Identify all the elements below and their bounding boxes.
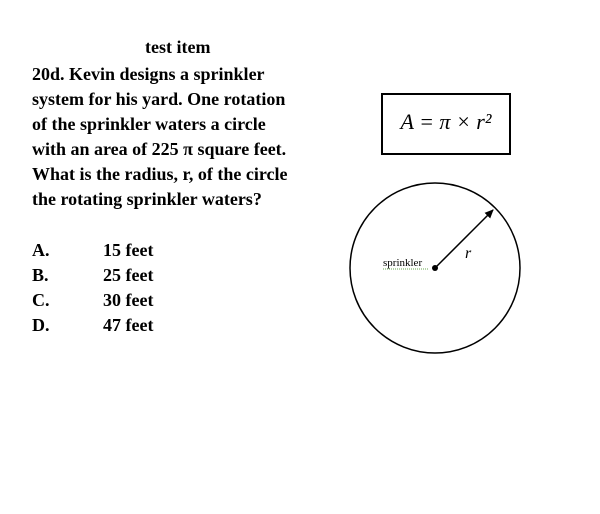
question-line: with an area of 225 π square feet. bbox=[32, 139, 287, 159]
radius-arrow bbox=[435, 210, 493, 268]
area-formula-box bbox=[381, 93, 511, 155]
sprinkler-circle-diagram bbox=[340, 180, 540, 365]
question-line: What is the radius, r, of the circle bbox=[32, 164, 288, 184]
question-line: the rotating sprinkler waters? bbox=[32, 189, 262, 209]
choice-text: 30 feet bbox=[103, 290, 154, 310]
choice-letter: B. bbox=[32, 265, 49, 285]
choice-letter: C. bbox=[32, 290, 50, 310]
question-text bbox=[32, 62, 287, 212]
choice-text: 15 feet bbox=[103, 240, 154, 260]
area-formula: A = π × r² bbox=[400, 109, 492, 134]
sprinkler-dot bbox=[432, 265, 438, 271]
question-line: of the sprinkler waters a circle bbox=[32, 114, 266, 134]
item-title: test item bbox=[145, 37, 211, 57]
sprinkler-label: sprinkler bbox=[383, 257, 423, 269]
question-line: 20d. Kevin designs a sprinkler bbox=[32, 64, 265, 84]
choice-letter: D. bbox=[32, 315, 50, 335]
choice-text: 47 feet bbox=[103, 315, 154, 335]
choice-letter: A. bbox=[32, 240, 50, 260]
question-line: system for his yard. One rotation bbox=[32, 89, 286, 109]
choice-text: 25 feet bbox=[103, 265, 154, 285]
radius-label: r bbox=[465, 245, 472, 262]
